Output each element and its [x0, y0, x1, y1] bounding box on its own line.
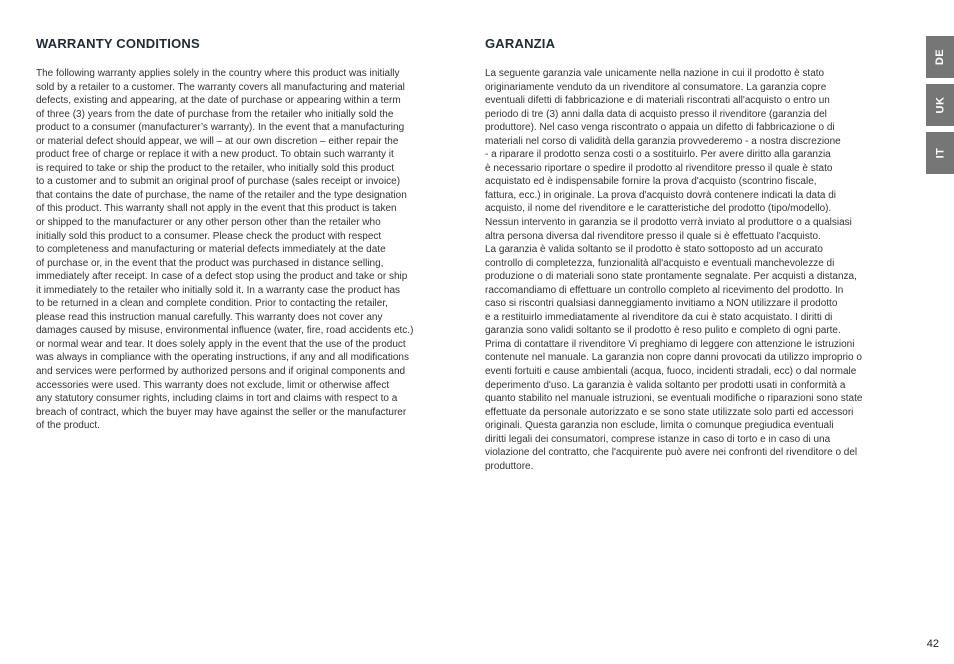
language-tab-it-label: IT — [934, 147, 946, 159]
section-title-english: WARRANTY CONDITIONS — [36, 36, 200, 51]
language-tab-uk[interactable] — [926, 84, 954, 126]
section-body-english: The following warranty applies solely in the country where this product was initially sold by a retailer to a customer. The warranty covers all manufacturing and material defects, existing and appearing, at the date of purchase or appearing within a term of three (3) years from the date of purchase from the retailer who initially sold the product to a consumer (manufacturer’s warranty). In the event that a manufacturing or material defect should appear, we will – at our own discretion – either repair the product free of charge or replace it with a new product. To obtain such warranty it is required to take or ship the product to the retailer, who initially sold this product to a customer and to submit an original proof of purchase (sales receipt or invoice) that contains the date of purchase, the name of the retailer and the type designation of this product. This warranty shall not apply in the event that this product is taken or shipped to the manufacturer or any other person other than the retailer who initially sold this product to a consumer. Please check the product with respect to completeness and manufacturing or material defects immediately at the date of purchase or, in the event that the product was purchased in distance selling, immediately after receipt. In case of a defect stop using the product and take or ship it immediately to the retailer who initially sold it. In a warranty case the product has to be returned in a clean and complete condition. Prior to contacting the retailer, please read this instruction manual carefully. This warranty does not cover any damages caused by misuse, environmental influence (water, fire, road accidents etc.) or normal wear and tear. It does solely apply in the event that the use of the product was always in compliance with the operating instructions, if any and all modifications and services were performed by authorized persons and if original components and accessories were used. This warranty does not exclude, limit or otherwise affect any statutory consumer rights, including claims in tort and claims with respect to a breach of contract, which the buyer may have against the seller or the manufacturer of the product. — [36, 68, 414, 432]
section-body-italian: La seguente garanzia vale unicamente nella nazione in cui il prodotto è stato originariamente venduto da un rivenditore al consumatore. La garanzia copre eventuali difetti di fabbricazione e di materiali riscontrati all'acquisto o entro un periodo di tre (3) anni dalla data di acquisto presso il rivenditore (garanzia del produttore). Nel caso venga riscontrato o appaia un difetto di fabbricazione o di materiali nel corso di validità della garanzia provvederemo - a nostra discrezione - a riparare il prodotto senza costi o a sostituirlo. Per avere diritto alla garanzia è necessario riportare o spedire il prodotto al rivenditore presso il quale è stato acquistato ed è indispensabile fornire la prova d'acquisto (scontrino fiscale, fattura, ecc.) in originale. La prova d'acquisto dovrà contenere indicati la data di acquisto, il nome del rivenditore e le caratteristiche del prodotto (tipo/modello). Nessun intervento in garanzia se il prodotto verrà inviato al produttore o a qualsiasi altra persona diversa dal rivenditore presso il quale si è effettuato l'acquisto. La garanzia è valida soltanto se il prodotto è stato sottoposto ad un accurato controllo di completezza, funzionalità all'acquisto e eventuali manchevolezze di produzione o di materiali sono state prontamente segnalate. Per acquisti a distanza, raccomandiamo di effettuare un controllo completo al ricevimento del prodotto. In caso si riscontri qualsiasi danneggiamento invitiamo a NON utilizzare il prodotto e a restituirlo immediatamente al rivenditore da cui è stato acquistato. I diritti di garanzia sono validi soltanto se il prodotto è reso pulito e completo di ogni parte. Prima di contattare il rivenditore Vi preghiamo di leggere con attenzione le istruzioni contenute nel manuale. La garanzia non copre danni provocati da utilizzo improprio o eventi fortuiti e cause ambientali (acqua, fuoco, incidenti stradali, ecc) o dal normale deperimento d'uso. La garanzia è valida soltanto per prodotti usati in conformità a quanto stabilito nel manuale istruzioni, se eventuali modifiche o riparazioni sono state effettuate da personale autorizzato e se sono state utilizzate solo parti ed accessori originali. Questa garanzia non esclude, limita o comunque pregiudica eventuali diritti legali dei consumatori, comprese istanze in caso di torto e in caso di una violazione del contratto, che l'acquirente può avere nei confronti del rivenditore o del produttore. — [485, 68, 863, 472]
language-tab-uk-label: UK — [933, 96, 946, 114]
section-title-italian: GARANZIA — [485, 36, 556, 51]
language-tab-de[interactable] — [926, 36, 954, 78]
language-tab-it[interactable] — [926, 132, 954, 174]
language-tabs — [926, 36, 954, 180]
language-tab-de-label: DE — [934, 48, 946, 66]
warranty-section-italian — [485, 36, 919, 473]
warranty-section-english — [36, 36, 472, 433]
page-number: 42 — [926, 638, 939, 650]
